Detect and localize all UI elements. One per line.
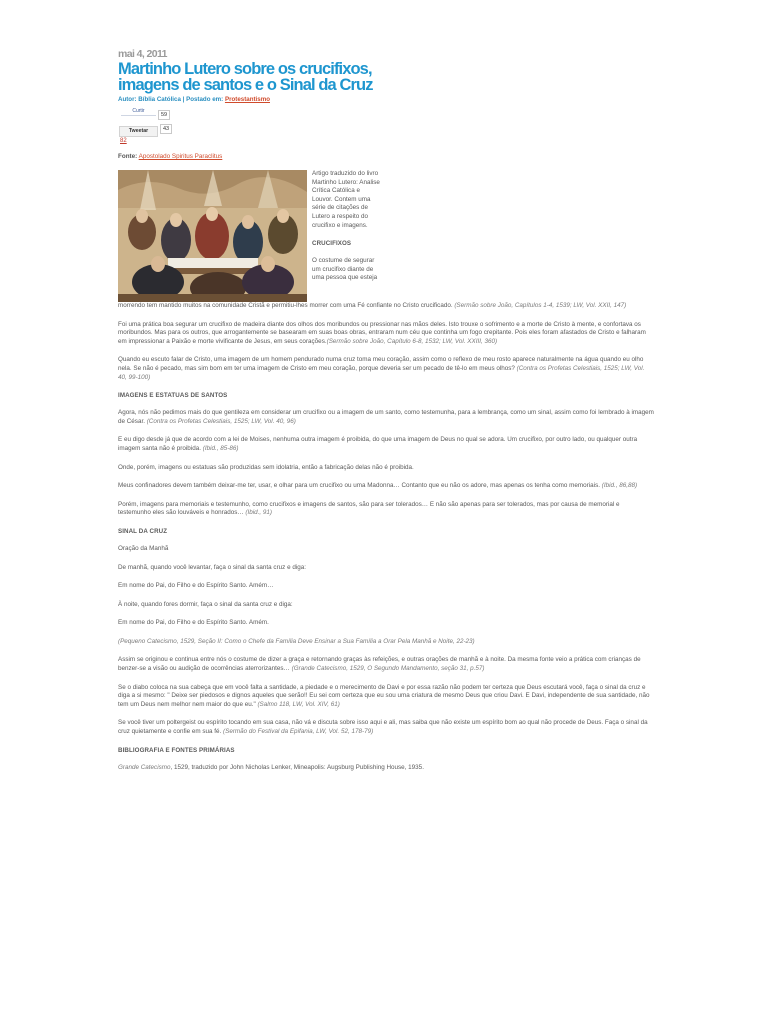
- citation: (Sermão do Festival da Epifania, LW, Vol. 52, 178-79): [223, 728, 374, 736]
- citation: (Salmo 118, LW, Vol. XIV, 61): [257, 700, 340, 708]
- paragraph-10: De manhã, quando você levantar, faça o sinal da santa cruz e diga:: [118, 563, 306, 571]
- source-label: Fonte:: [118, 153, 138, 160]
- bibliography-title: Grande Catecismo: [118, 763, 171, 771]
- intro-column: [312, 170, 382, 283]
- paragraph-9: Oração da Manhã: [118, 544, 169, 552]
- paragraph-12: À noite, quando fores dormir, faça o sinal da santa cruz e diga:: [118, 600, 293, 608]
- paragraph-5: E eu digo desde já que de acordo com a lei de Moises, nenhuma outra imagem é proibida, do que uma imagem de Deus no qual se adora. Um crucifixo, por outro lado, ou qualquer outra imagem santa não é proibida. (Ibid., 85-86): [118, 436, 638, 452]
- source-link[interactable]: Apostolado Spiritus Paraclitus: [138, 153, 223, 160]
- post-title-line1[interactable]: Martinho Lutero sobre os crucifixos,: [118, 60, 372, 78]
- paragraph-13: Em nome do Pai, do Filho e do Espírito Santo. Amém.: [118, 619, 269, 627]
- bibliography-entry: Grande Catecismo, 1529, traduzido por John Nicholas Lenker, Mineapolis: Augsburg Publishing House, 1935.: [118, 763, 424, 771]
- source-line: [118, 153, 654, 161]
- section-heading-bibliografia: BIBLIOGRAFIA E FONTES PRIMÁRIAS: [118, 746, 235, 754]
- citation: (Contra os Profetas Celestiais, 1525; LW, Vol. 40, 96): [146, 417, 296, 425]
- citation: (Pequeno Catecismo, 1529, Seção II: Como o Chefe da Família Deve Ensinar a Sua Família a Orar Pela Manhã e Noite, 22-23): [118, 637, 475, 645]
- section-heading-sinal: SINAL DA CRUZ: [118, 527, 168, 535]
- paragraph-6: Onde, porém, imagens ou estatuas são produzidas sem idolatria, então a fabricação delas não é proibida.: [118, 463, 414, 471]
- category-link[interactable]: Protestantismo: [224, 96, 270, 103]
- citation: (Grande Catecismo, 1529, O Segundo Mandamento, seção 31, p.57): [291, 665, 485, 673]
- facebook-like-button[interactable]: Curtir: [121, 108, 156, 116]
- post-title-line2[interactable]: imagens de santos e o Sinal da Cruz: [118, 76, 373, 94]
- luther-painting-image: [118, 170, 307, 302]
- painting-illustration: [118, 170, 307, 302]
- post: [118, 48, 654, 772]
- paragraph-15: Assim se originou e continua entre nós o costume de dizer a graça e retornando graças às refeições, e outras orações de manhã e à noite. Da mesma fonte veio a prática com crianças de benzer-se a visão ou audição de ocorrências aterrorizantes… (Grande Catecismo, 1529, O Segundo Mandamento, seção 31, p.57): [118, 656, 641, 673]
- citation: (Contra os Profetas Celestiais, 1525; LW, Vol. 40, 99-100): [118, 364, 645, 381]
- post-date: mai 4, 2011: [118, 48, 167, 60]
- section-heading-crucifixos: CRUCIFIXOS: [312, 240, 352, 248]
- citation: (Sermão sobre João, Capítulos 1-4, 1539; LW, Vol. XXII, 147): [454, 302, 627, 309]
- citation: (Ibid., 91): [245, 509, 273, 517]
- paragraph-1-continued: morrendo tem mantido muitos na comunidade Cristã e permitiu-lhes morrer com uma Fé confiante no Cristo crucificado. (Sermão sobre João, Capítulos 1-4, 1539; LW, Vol. XXII, 147): [118, 302, 627, 309]
- citation: (Ibid., 86,88): [601, 482, 638, 490]
- post-title[interactable]: [118, 61, 654, 93]
- paragraph-11: Em nome do Pai, do Filho e do Espírito Santo. Amém…: [118, 582, 274, 590]
- paragraph-2: Foi uma prática boa segurar um crucifixo de madeira diante dos olhos dos moribundos ou pressionar nas mãos deles. Isto trouxe o sofrimento e a morte de Cristo à mente, e confortava os moribundos. Mas para os outros, que arrogantemente se basearam em suas boas obras, entraram num céu que continha um fogo crepitante. Pois eles foram afastados de Cristo e falharam em impressionar a Paixão e morte vivificante de Jesus, em seus corações.(Sermão sobre João, Capítulo 6-8, 1532; LW, Vol. XXIII, 360): [118, 320, 646, 345]
- share-count: 43: [160, 124, 172, 134]
- tweet-count-link[interactable]: 82: [120, 138, 127, 144]
- section-heading-imagens: IMAGENS E ESTATUAS DE SANTOS: [118, 392, 228, 400]
- paragraph-17: Se você tiver um poltergeist ou espírito tocando em sua casa, não vá e discuta sobre isso aqui e ali, mas saiba que não existe um espírito bom ao qual não procede de Deus. Faça o sinal da cruz quietamente e confie em sua fé. (Sermão do Festival da Epifania, LW, Vol. 52, 178-79): [118, 719, 648, 736]
- paragraph-7: Meus confinadores devem também deixar-me ter, usar, e olhar para um crucifixo ou uma Madonna… Contanto que eu não os adore, mas apenas os tenha como memoriais. (Ibid., 86,88): [118, 482, 638, 490]
- paragraph-8: Porém, imagens para memoriais e testemunho, como crucifixos e imagens de santos, são para ser tolerados… E não são apenas para ser tolerados, mas por causa de memorial e testemunho eles são louváveis e honrados… (Ibid., 91): [118, 500, 620, 517]
- citation: (Sermão sobre João, Capítulo 6-8, 1532; LW, Vol. XXIII, 360): [326, 337, 498, 345]
- paragraph-3: Quando eu escuto falar de Cristo, uma imagem de um homem pendurado numa cruz toma meu coração, assim como o reflexo de meu rosto aparece naturalmente na água quando eu olho nela. Se não é pecado, mas sim bom em ter uma imagem de Cristo em meu coração, porque deveria ser um pecado de tê-lo em meus olhos? (Contra os Profetas Celestiais, 1525; LW, Vol. 40, 99-100): [118, 356, 645, 381]
- intro-paragraph: Artigo traduzido do livro Martinho Lutero: Analise Crítica Católica e Louvor. Contem uma série de citações de Lutero a respeito do crucifixo e imagens.: [312, 170, 380, 229]
- social-buttons: [118, 108, 654, 146]
- citation: (Ibid., 85-86): [202, 444, 239, 452]
- tweet-button[interactable]: Tweetar: [119, 126, 158, 137]
- like-count: 59: [158, 110, 170, 120]
- post-meta-author: Autor: Bíblia Católica | Postado em:: [118, 96, 225, 103]
- paragraph-4: Agora, nós não pedimos mais do que gentileza em considerar um crucifixo ou a imagem de um santo, como testemunha, para a lembrança, como um sinal, assim como foi lembrado à imagem de César. (Contra os Profetas Celestiais, 1525; LW, Vol. 40, 96): [118, 409, 654, 425]
- post-meta: [118, 96, 654, 104]
- paragraph-1-start: O costume de segurar um crucifixo diante de uma pessoa que esteja: [312, 257, 378, 282]
- paragraph-14: [118, 638, 654, 647]
- figure-row: [118, 170, 654, 302]
- paragraph-16: Se o diabo coloca na sua cabeça que em você falta a santidade, a piedade e o merecimento de Davi e por essa razão não podem ter certeza que Deus escutará você, faça o sinal da cruz e diga a si mesmo: " Deixe ser piedosos e dignos aqueles que serão!! Eu sei com certeza que eu sou uma criatura de mesmo Deus que criou Davi. E Davi, independente de sua santidade, não tem um Deus nem melhor nem maior do que eu." (Salmo 118, LW, Vol. XIV, 61): [118, 683, 650, 708]
